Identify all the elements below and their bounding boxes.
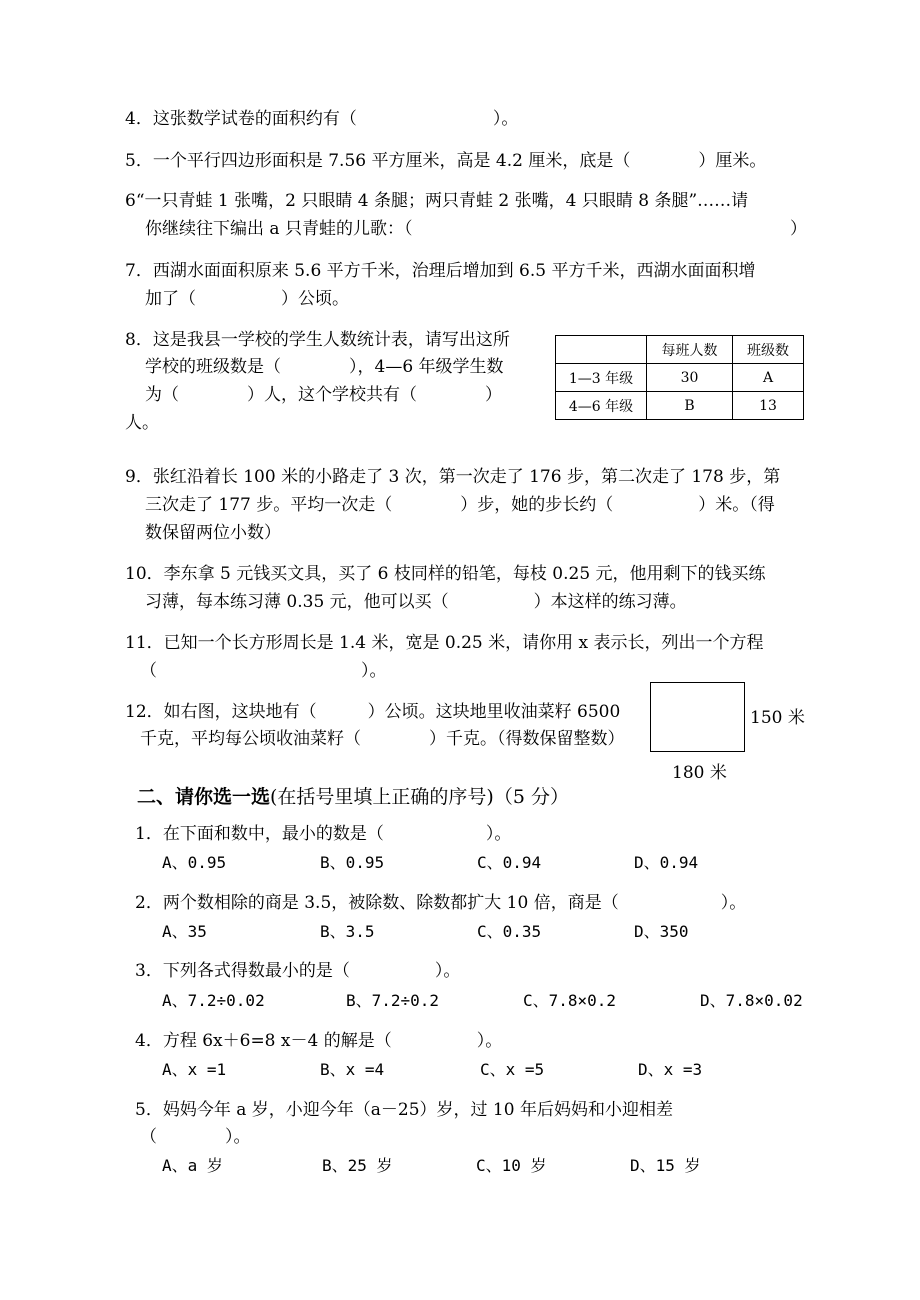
- choice-option: C、0.94: [477, 853, 542, 872]
- section-2-heading: [137, 782, 569, 809]
- choice-option: D、x =3: [638, 1060, 703, 1079]
- choice-option: A、35: [162, 922, 207, 941]
- choice-option: D、350: [634, 922, 689, 941]
- question-11-line-1: 11．已知一个长方形周长是 1.4 米，宽是 0.25 米，请你用 x 表示长，列出一个方程: [125, 633, 764, 653]
- choice-option: A、7.2÷0.02: [162, 991, 265, 1010]
- table-cell: A: [733, 364, 804, 392]
- table-cell: 4—6 年级: [556, 392, 647, 420]
- question-4: 4．这张数学试卷的面积约有（ ）。: [125, 109, 519, 129]
- question-12-line-2: 千克，平均每公顷收油菜籽（ ）千克。（得数保留整数）: [140, 729, 625, 749]
- choice-option: A、x =1: [162, 1060, 227, 1079]
- question-8-line-2: 学校的班级数是（ ），4—6 年级学生数: [145, 357, 504, 377]
- table-header-row: [556, 336, 804, 364]
- question-6-close-paren: ）: [790, 219, 807, 239]
- question-9-line-1: 9．张红沿着长 100 米的小路走了 3 次，第一次走了 176 步，第二次走了 178 步，第: [125, 467, 781, 487]
- choice-question-2-stem: 2．两个数相除的商是 3.5，被除数、除数都扩大 10 倍，商是（ ）。: [135, 893, 747, 913]
- question-8-line-3: 为（ ）人，这个学校共有（ ）: [145, 385, 502, 405]
- choice-option: B、x =4: [320, 1060, 385, 1079]
- field-width-label: 180 米: [672, 763, 727, 783]
- choice-question-5-stem-cont: （ ）。: [140, 1127, 251, 1147]
- section-2-subtitle: (在括号里填上正确的序号)（5 分）: [270, 786, 569, 808]
- choice-option: C、7.8×0.2: [523, 991, 617, 1010]
- field-rectangle: [650, 682, 745, 752]
- field-height-label: 150 米: [750, 708, 805, 728]
- question-8-line-4: 人。: [125, 413, 159, 433]
- question-7-line-1: 7．西湖水面面积原来 5.6 平方千米，治理后增加到 6.5 平方千米，西湖水面面积增: [125, 261, 756, 281]
- choice-option: C、x =5: [480, 1060, 545, 1079]
- choice-option: D、15 岁: [630, 1156, 701, 1175]
- table-header-cell: [556, 336, 647, 364]
- question-9-line-2: 三次走了 177 步。平均一次走（ ）步，她的步长约（ ）米。（得: [145, 495, 775, 515]
- table-cell: 30: [647, 364, 733, 392]
- choice-question-4-stem: 4．方程 6x＋6=8 x－4 的解是（ ）。: [135, 1031, 503, 1051]
- choice-question-1-stem: 1．在下面和数中，最小的数是（ ）。: [135, 824, 512, 844]
- choice-option: D、0.94: [634, 853, 699, 872]
- section-2-title: 二、请你选一选: [137, 786, 271, 808]
- choice-option: D、7.8×0.02: [700, 991, 803, 1010]
- choice-option: B、25 岁: [322, 1156, 393, 1175]
- choice-question-5-stem: 5．妈妈今年 a 岁，小迎今年（a－25）岁，过 10 年后妈妈和小迎相差: [135, 1100, 673, 1120]
- question-11-line-2: （ ）。: [140, 661, 387, 681]
- table-row: [556, 364, 804, 392]
- question-9-line-3: 数保留两位小数）: [145, 523, 281, 543]
- table-row: [556, 392, 804, 420]
- choice-option: C、0.35: [477, 922, 542, 941]
- table-cell: 13: [733, 392, 804, 420]
- student-stats-table: [555, 335, 804, 420]
- question-10-line-2: 习薄，每本练习薄 0.35 元，他可以买（ ）本这样的练习薄。: [145, 592, 687, 612]
- table-cell: 1—3 年级: [556, 364, 647, 392]
- question-5: 5．一个平行四边形面积是 7.56 平方厘米，高是 4.2 厘米，底是（ ）厘米。: [125, 151, 767, 171]
- choice-option: B、0.95: [320, 853, 385, 872]
- choice-option: B、7.2÷0.2: [346, 991, 440, 1010]
- question-6-line-2: 你继续往下编出 a 只青蛙的儿歌：（: [145, 219, 413, 239]
- question-6-line-1: 6“一只青蛙 1 张嘴，2 只眼睛 4 条腿；两只青蛙 2 张嘴，4 只眼睛 8 条腿”……请: [125, 191, 749, 211]
- choice-option: C、10 岁: [476, 1156, 547, 1175]
- choice-option: B、3.5: [320, 922, 375, 941]
- question-8-line-1: 8．这是我县一学校的学生人数统计表，请写出这所: [125, 330, 510, 350]
- question-7-line-2: 加了（ ）公顷。: [145, 289, 349, 309]
- table-header-cell: 班级数: [733, 336, 804, 364]
- question-10-line-1: 10．李东拿 5 元钱买文具，买了 6 枝同样的铅笔，每枝 0.25 元，他用剩下的钱买练: [125, 564, 766, 584]
- table-header-cell: 每班人数: [647, 336, 733, 364]
- table-cell: B: [647, 392, 733, 420]
- choice-question-3-stem: 3．下列各式得数最小的是（ ）。: [135, 961, 461, 981]
- choice-option: A、a 岁: [162, 1156, 223, 1175]
- choice-option: A、0.95: [162, 853, 227, 872]
- question-12-line-1: 12．如右图，这块地有（ ）公顷。这块地里收油菜籽 6500: [125, 702, 621, 722]
